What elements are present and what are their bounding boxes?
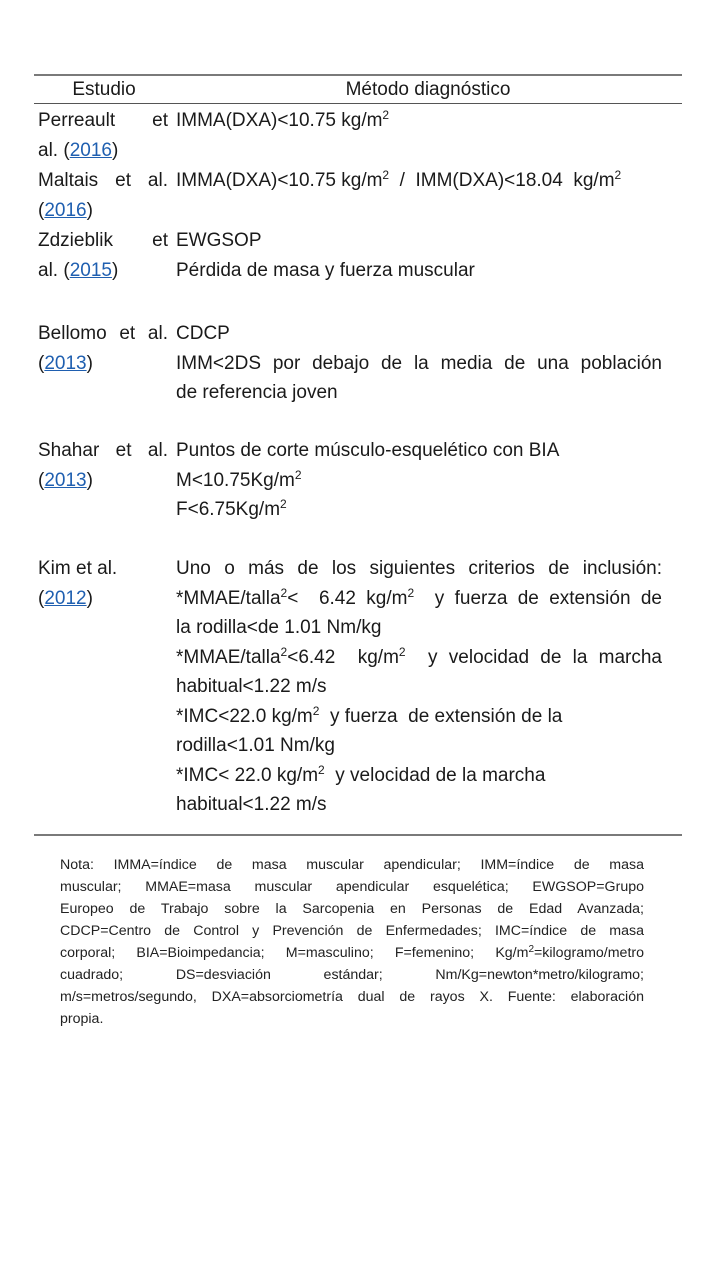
table-row-method: IMMA(DXA)<10.75 $kg/m^2$ — [176, 108, 390, 131]
table-note: Nota: IMMA=índice de masa muscular apendicular; IMM=índice de masa muscular; MMAE=masa muscular apendicular esquelética; EWGSOP=Grupo Europeo de Trabajo sobre la Sarcopenia en Personas de Edad Avanzada; CDCP=Centro de Control y Prevención de Enfermedades; IMC=índice de masa corporal; BIA=Bioimpedancia; M=masculino; F=femenino; $Kg/m^2=kilogramo$/metro cuadrado; DS=desviación estándar; Nm/Kg=newton*metro/kilogramo; m/s=metros/segundo, DXA=absorciometría dual de rayos X. Fuente: elaboración propia. — [60, 857, 644, 1027]
table-row-method: IMMA(DXA)<10.75 $kg/m^2 / IMM(DXA)<18.04$ $kg/m^2$ — [176, 168, 622, 191]
year-link[interactable]: 2012 — [44, 588, 87, 609]
header-method: Método diagnóstico — [345, 79, 511, 100]
table-header-rule — [34, 103, 682, 104]
table-row-study: Perreault et al. (2016) — [38, 106, 168, 166]
study-name: Bellomo et al. — [38, 323, 168, 344]
table-row-study: Bellomo et al. (2013) — [38, 319, 168, 379]
study-name: Zdzieblik et — [38, 230, 168, 251]
table-row-method: Puntos de corte músculo-esquelético con BIA $M<10.75Kg/m^2$ $F<6.75Kg/m^2$ — [176, 440, 560, 520]
table-bottom-rule — [34, 834, 682, 836]
table-top-rule — [34, 74, 682, 76]
table-row-method: Uno o más de los siguientes criterios de inclusión: *MMAE/talla$^2$< 6.42 $kg/m^2$ y fuerza de extensión de la rodilla<de 1.01 Nm/kg *MMAE/talla$^2$<6.42 $kg/m^2$ y velocidad de la marcha habitual<1.22 m/s *IMC<22.0 $kg/m^2$ y fuerza de extensión de la rodilla<1.01 Nm/kg *IMC< 22.0 $kg/m^2$ y velocidad de la marcha habitual<1.22 m/s — [176, 558, 662, 815]
study-name: Shahar et al. — [38, 440, 168, 461]
table-row-study: Zdzieblik et al. (2015) — [38, 226, 168, 286]
table-row-study: Maltais et al. (2016) — [38, 166, 168, 226]
table-row-method: EWGSOP Pérdida de masa y fuerza muscular — [176, 230, 475, 281]
table-row-study: Shahar et al. (2013) — [38, 436, 168, 496]
study-name: Maltais et al. — [38, 170, 168, 191]
year-link[interactable]: 2016 — [69, 140, 112, 161]
year-link[interactable]: 2013 — [44, 470, 87, 491]
year-link[interactable]: 2015 — [69, 260, 112, 281]
study-name: Kim et al. — [38, 558, 118, 579]
year-link[interactable]: 2013 — [44, 353, 87, 374]
table-row-method: CDCP IMM<2DS por debajo de la media de una población de referencia joven — [176, 323, 662, 403]
header-study: Estudio — [72, 79, 136, 100]
table-row-study: Kim et al. (2012) — [38, 554, 168, 614]
study-name: Perreault et — [38, 110, 168, 131]
year-link[interactable]: 2016 — [44, 200, 87, 221]
